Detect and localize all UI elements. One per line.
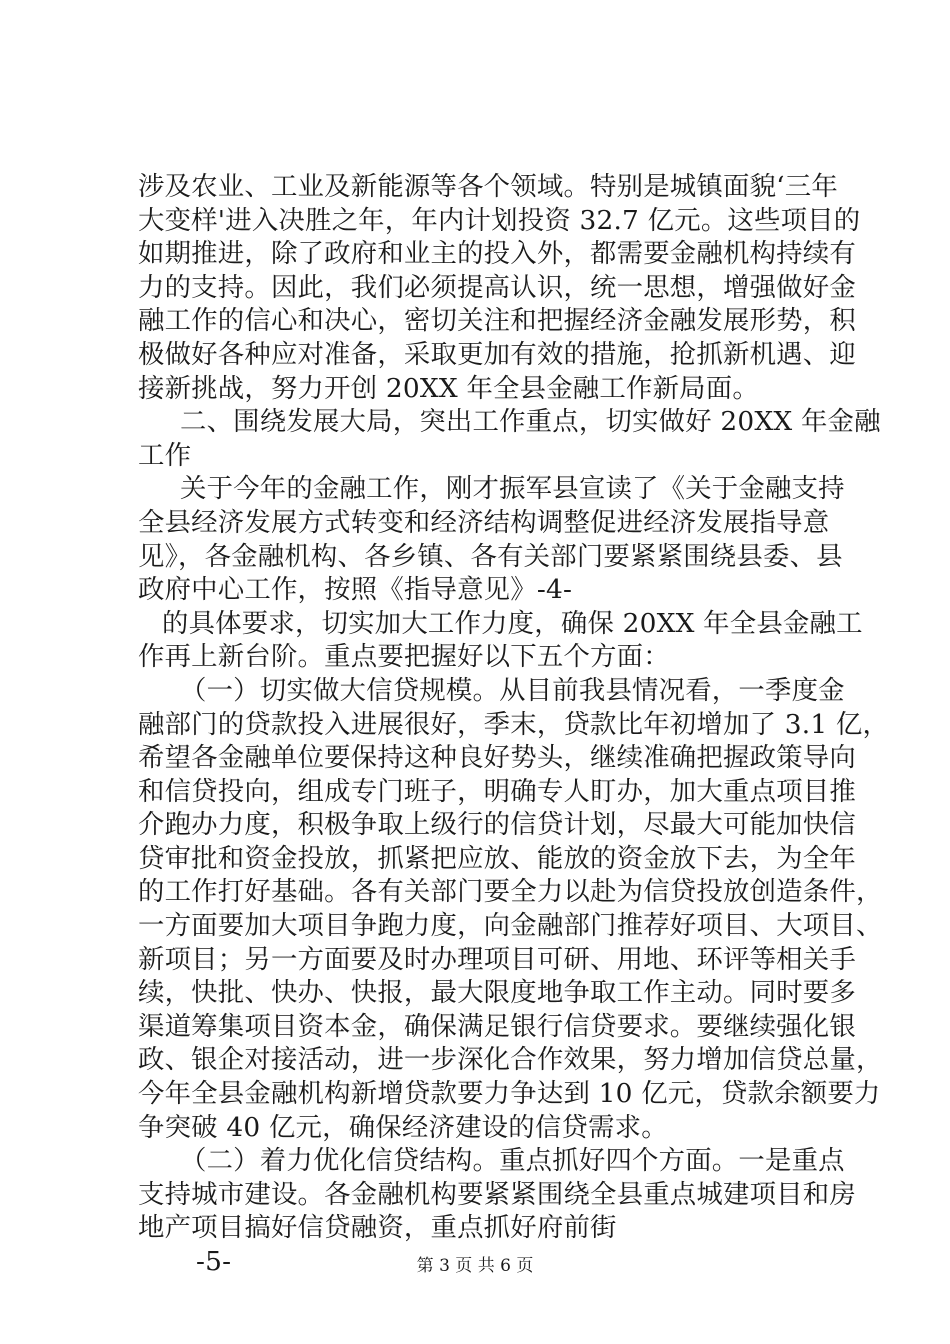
text-line: 地产项目搞好信贷融资，重点抓好府前街 [138,1212,617,1244]
text-line: 新项目；另一方面要及时办理项目可研、用地、环评等相关手 [138,943,856,975]
text-line: 政府中心工作，按照《指导意见》-4- [138,574,573,606]
text-line: 融工作的信心和决心，密切关注和把握经济金融发展形势，积 [138,305,856,337]
paragraph-start: 关于今年的金融工作，刚才振军县宣读了《关于金融支持 [180,473,845,505]
section-heading-continued: 工作 [138,439,192,471]
text-line: 渠道筹集项目资本金，确保满足银行信贷要求。要继续强化银 [138,1010,856,1042]
text-line: 涉及农业、工业及新能源等各个领域。特别是城镇面貌‘三年 [138,171,838,202]
text-line: 大变样'进入决胜之年，年内计划投资 32.7 亿元。这些项目的 [138,204,861,236]
subsection-heading: （二）着力优化信贷结构。重点抓好四个方面。一是重点 [180,1145,845,1177]
text-line: 贷审批和资金投放，抓紧把应放、能放的资金放下去，为全年 [138,842,856,874]
page-footer [0,1256,950,1276]
text-line: 见》，各金融机构、各乡镇、各有关部门要紧紧围绕县委、县 [138,540,843,572]
text-line: 今年全县金融机构新增贷款要力争达到 10 亿元，贷款余额要力 [138,1078,881,1110]
text-line: 力的支持。因此，我们必须提高认识，统一思想，增强做好金 [138,271,856,303]
text-line: 介跑办力度，积极争取上级行的信贷计划，尽最大可能加快信 [138,809,856,841]
text-line: 争突破 40 亿元，确保经济建设的信贷需求。 [138,1111,668,1143]
text-line: 的工作打好基础。各有关部门要全力以赴为信贷投放创造条件， [138,876,883,908]
document-body [138,170,890,1279]
text-line: 的具体要求，切实加大工作力度，确保 20XX 年全县金融工 [162,607,863,639]
text-line: 作再上新台阶。重点要把握好以下五个方面： [138,641,670,673]
inline-page-number: -5- [196,1246,232,1277]
text-line: 希望各金融单位要保持这种良好势头，继续准确把握政策导向 [138,742,856,774]
text-line: 融部门的贷款投入进展很好，季末，贷款比年初增加了 3.1 亿， [138,708,890,740]
text-line: 支持城市建设。各金融机构要紧紧围绕全县重点城建项目和房 [138,1178,856,1210]
text-line: 接新挑战，努力开创 20XX 年全县金融工作新局面。 [138,372,759,404]
text-line: 续，快批、快办、快报，最大限度地争取工作主动。同时要多 [138,977,856,1009]
text-line: 和信贷投向，组成专门班子，明确专人盯办，加大重点项目推 [138,775,856,807]
page-indicator: 第 3 页 共 6 页 [416,1256,534,1276]
text-line: 一方面要加大项目争跑力度，向金融部门推荐好项目、大项目、 [138,910,883,942]
text-line: 政、银企对接活动，进一步深化合作效果，努力增加信贷总量， [138,1044,883,1076]
section-heading: 二、围绕发展大局，突出工作重点，切实做好 20XX 年金融 [180,406,881,438]
subsection-heading: （一）切实做大信贷规模。从目前我县情况看，一季度金 [180,674,845,706]
text-line: 全县经济发展方式转变和经济结构调整促进经济发展指导意 [138,506,830,538]
text-line: 如期推进，除了政府和业主的投入外，都需要金融机构持续有 [138,238,856,270]
text-line: 极做好各种应对准备，采取更加有效的措施，抢抓新机遇、迎 [138,338,856,370]
